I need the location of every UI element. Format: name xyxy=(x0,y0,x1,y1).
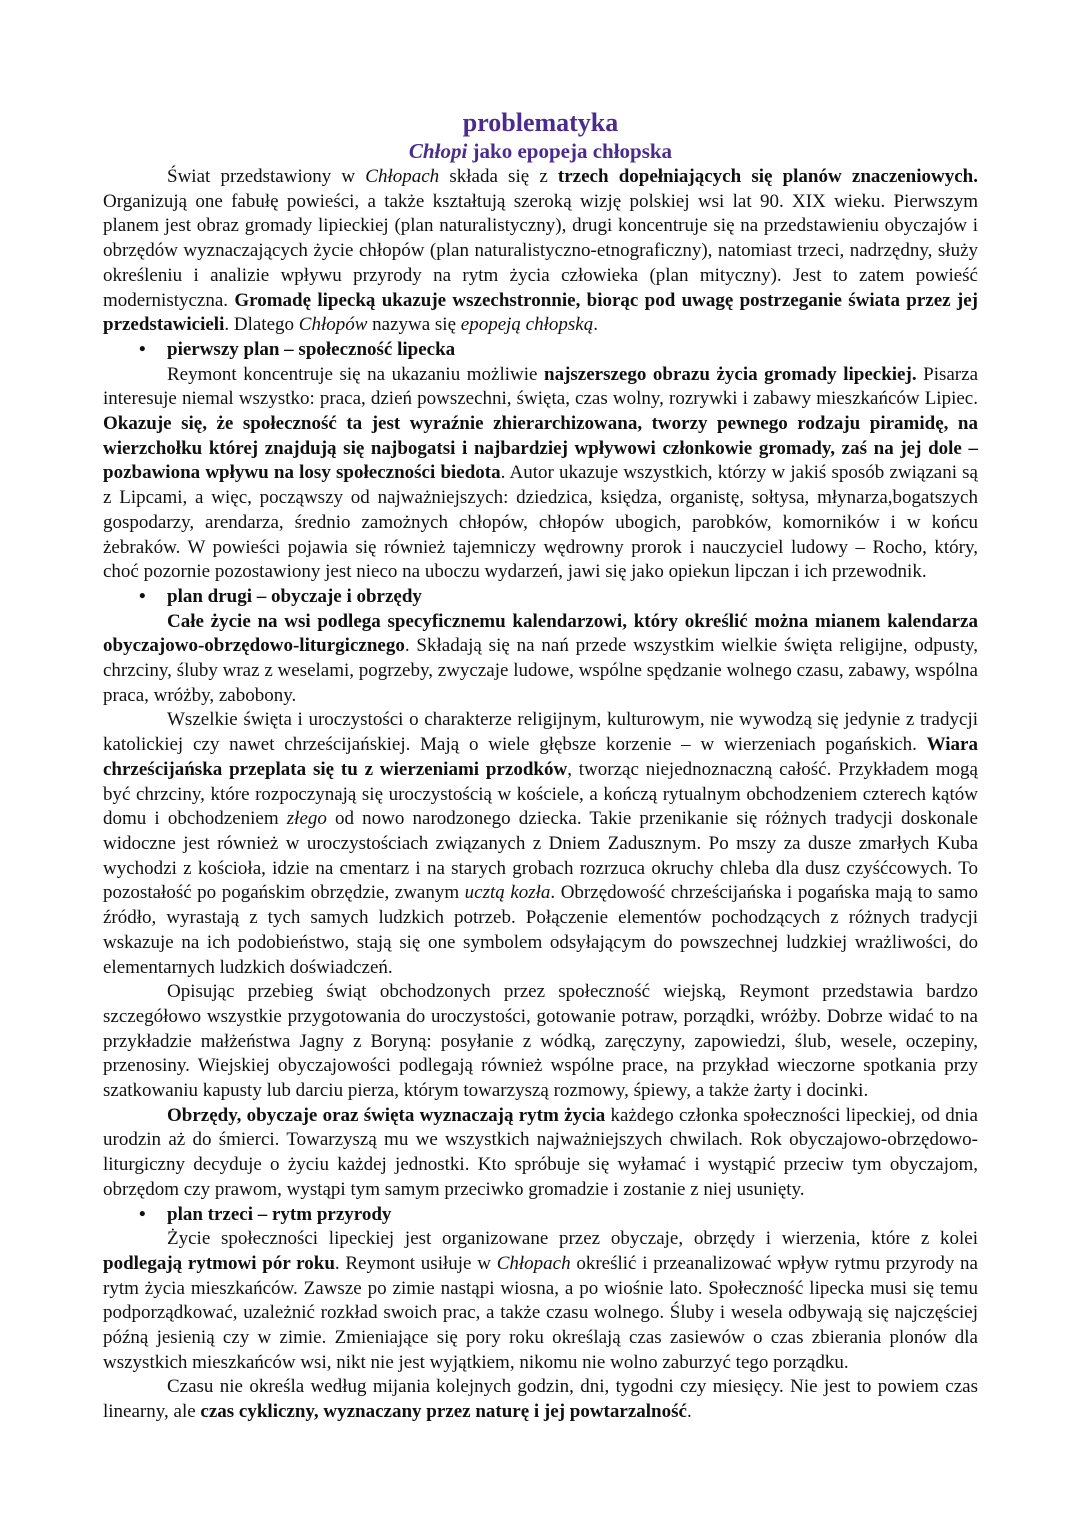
text-run: najszerszego obrazu życia gromady lipeckiej. xyxy=(544,363,917,385)
text-run: Czasu nie określa według mijania kolejnych godzin, dni, tygodni czy miesięcy. Nie jest to powiem czas linearny, ale xyxy=(103,1376,978,1423)
text-run: Świat przedstawiony w xyxy=(167,166,366,187)
text-run: . Reymont usiłuje w xyxy=(334,1252,497,1274)
text-run: nazywa się xyxy=(367,314,461,336)
paragraph xyxy=(103,165,978,338)
text-run: Wszelkie święta i uroczystości o charakterze religijnym, kulturowym, nie wywodzą się jedynie z tradycji katolickiej czy nawet chrześcijańskiej. Mają o wiele głębsze korzenie – w wierzeniach pogańskich. xyxy=(103,709,978,756)
bullet-icon: • xyxy=(139,338,146,360)
text-run: każdego członka społeczności lipeckiej, od dnia urodzin aż do śmierci. Towarzyszą mu we wszystkich najważniejszych chwilach. Rok obyczajowo-obrzędowo-liturgiczny decyduje o życiu każdej jednostki. Kto spróbuje się wyłamać i wystąpić przeciw tym obyczajom, obrzędom czy prawom, wystąpi tym samym przeciwko gromadzie i zostanie z niej usunięty. xyxy=(103,1104,978,1200)
bullet-item xyxy=(103,338,978,363)
text-run: . Dlatego xyxy=(224,314,299,336)
text-run: Chłopów xyxy=(298,314,368,336)
paragraph xyxy=(103,708,978,980)
text-run: składa się z xyxy=(439,166,558,187)
text-run: Okazuje się, że społeczność ta jest wyraźnie zhierarchizowana, tworzy pewnego rodzaju piramidę, na wierzchołku której znajdują się najbogatsi i najbardziej wpływowi członkowie gromady, zaś na jej dole – pozbawiona wpływu na losy społeczności biedota xyxy=(103,413,978,484)
bullet-item xyxy=(103,1203,978,1228)
text-run: Chłopi xyxy=(408,139,468,163)
text-run: podlegają rytmowi pór roku xyxy=(103,1252,335,1274)
text-run: Wiara chrześcijańska przeplata się tu z wierzeniami przodków xyxy=(103,734,978,780)
text-run: problematyka xyxy=(462,108,619,137)
text-run: Obrzędy, obyczaje oraz święta wyznaczają rytm życia xyxy=(167,1104,606,1126)
text-run: złego xyxy=(286,808,327,830)
text-run: Całe życie na wsi podlega specyficznemu kalendarzowi, który określić można mianem kalendarza obyczajowo-obrzędowo-liturgicznego xyxy=(103,610,978,657)
paragraph xyxy=(103,1375,978,1424)
text-run: od nowo narodzonego dziecka. Takie przenikanie się różnych tradycji doskonale widoczne jest również w uroczystościach związanych z Dniem Zadusznym. Po mszy za dusze zmarłych Kuba wychodzi z kościoła, idzie na cmentarz i na starych grobach rozrzuca okruchy chleba dla dusz czyśćcowych. To pozostałość po pogańskim obrzędzie, zwanym xyxy=(103,808,978,904)
text-run: epopeją chłopską xyxy=(460,314,594,336)
paragraph xyxy=(103,1227,978,1375)
document-content xyxy=(103,108,978,1425)
text-run: Chłopach xyxy=(496,1252,571,1274)
bullet-icon: • xyxy=(139,585,146,607)
paragraph xyxy=(103,363,978,585)
doc-title xyxy=(103,108,978,138)
text-run: Gromadę lipecką ukazuje wszechstronnie, biorąc pod uwagę postrzeganie świata przez jej przedstawicieli xyxy=(103,289,979,336)
text-run: Organizują one fabułę powieści, a także kształtują szeroką wizję polskiej wsi lat 90. XIX wieku. Pierwszym planem jest obraz gromady lipieckiej (plan naturalistyczny), drugi koncentruje się na przedstawieniu obyczajów i obrzędów wyznaczających życie chłopów (plan naturalistyczno-etnograficzny), natomiast trzeci, nadrzędny, służy określeniu i analizie wpływu przyrody na rytm życia człowieka (plan mityczny). Jest to zatem powieść modernistyczna. xyxy=(103,190,978,311)
text-run: Pisarza interesuje niemal wszystko: praca, dzień powszechni, święta, czas wolny, rozrywki i zabawy mieszkańców Lipiec. xyxy=(103,363,979,410)
doc-subtitle xyxy=(103,138,978,165)
text-run: . Obrzędowość chrześcijańska i pogańska mają to samo źródło, wyrastają z tych samych ludzkich potrzeb. Połączenie elementów pochodzących z różnych tradycji wskazuje na ich podobieństwo, stają się one symbolem odsyłającym do powszechnej ludzkiej wrażliwości, do elementarnych ludzkich doświadczeń. xyxy=(103,882,978,978)
bullet-item xyxy=(103,585,978,610)
text-run: Opisując przebieg świąt obchodzonych przez społeczność wiejską, Reymont przedstawia bardzo szczegółowo wszystkie przygotowania do uroczystości, gotowanie potraw, porządki, wróżby. Dobrze widać to na przykładzie małżeństwa Jagny z Boryną: posyłanie z wódką, zaręczyny, zapowiedzi, ślub, wesele, oczepiny, przenosiny. Wiejskiej obyczajowości podlegają również wspólne prace, na przykład wieczorne spotkania przy szatkowaniu kapusty lub darciu pierza, którym towarzyszą rozmowy, śpiewy, a także żarty i docinki. xyxy=(103,981,978,1102)
text-run: Chłopach xyxy=(365,166,440,187)
text-run: jako epopeja chłopska xyxy=(467,139,673,163)
text-run: Reymont koncentruje się na ukazaniu możliwie xyxy=(167,363,545,385)
text-run: plan drugi – obyczaje i obrzędy xyxy=(167,585,422,607)
text-run: pierwszy plan – społeczność lipecka xyxy=(167,338,456,360)
text-run: , tworząc niejednoznaczną całość. Przykładem mogą być chrzciny, które rozpoczynają się uroczystością w kościele, a kończą rytualnym obchodzeniem czterech kątów domu i obchodzeniem xyxy=(103,758,978,830)
text-run: plan trzeci – rytm przyrody xyxy=(167,1203,392,1225)
paragraph xyxy=(103,980,978,1104)
text-run: . xyxy=(593,314,598,336)
text-run: Życie społeczności lipeckiej jest organizowane przez obyczaje, obrzędy i wierzenia, które z kolei xyxy=(167,1228,978,1250)
text-run: określić i przeanalizować wpływ rytmu przyrody na rytm życia mieszkańców. Zawsze po zimie nastąpi wiosna, a po wiośnie lato. Społeczność lipecka musi się temu podporządkować, uzależnić rozkład swoich prac, a także czasu wolnego. Śluby i wesela odbywają się najczęściej późną jesienią czy w zimie. Zmieniające się pory roku określają czas zasiewów o czas zbierania plonów dla wszystkich mieszkańców wsi, nikt nie jest wyjątkiem, nikomu nie wolno zaburzyć tego porządku. xyxy=(103,1252,978,1373)
text-run: . Autor ukazuje wszystkich, którzy w jakiś sposób związani są z Lipcami, a więc, począwszy od najważniejszych: dziedzica, księdza, organistę, sołtysa, młynarza,bogatszych gospodarzy, arendarza, średnio zamożnych chłopów, chłopów ubogich, parobków, komorników i w końcu żebraków. W powieści pojawia się również tajemniczy wędrowny prorok i nauczyciel ludowy – Rocho, który, choć pozornie pozostawiony jest nieco na uboczu wydarzeń, jawi się jako opiekun lipczan i ich przewodnik. xyxy=(103,462,978,583)
text-run: . xyxy=(686,1401,692,1423)
text-run: czas cykliczny, wyznaczany przez naturę i jej powtarzalność xyxy=(200,1401,687,1423)
paragraph xyxy=(103,1104,978,1203)
text-run: . Składają się na nań przede wszystkim wielkie święta religijne, odpusty, chrzciny, śluby wraz z weselami, pogrzeby, zwyczaje ludowe, wspólne spędzanie wolnego czasu, zabawy, wspólna praca, wróżby, zabobony. xyxy=(103,635,978,706)
paragraph xyxy=(103,610,978,709)
text-run: trzech dopełniających się planów znaczeniowych. xyxy=(557,166,979,187)
text-run: ucztą kozła xyxy=(464,882,551,904)
bullet-icon: • xyxy=(139,1203,146,1225)
